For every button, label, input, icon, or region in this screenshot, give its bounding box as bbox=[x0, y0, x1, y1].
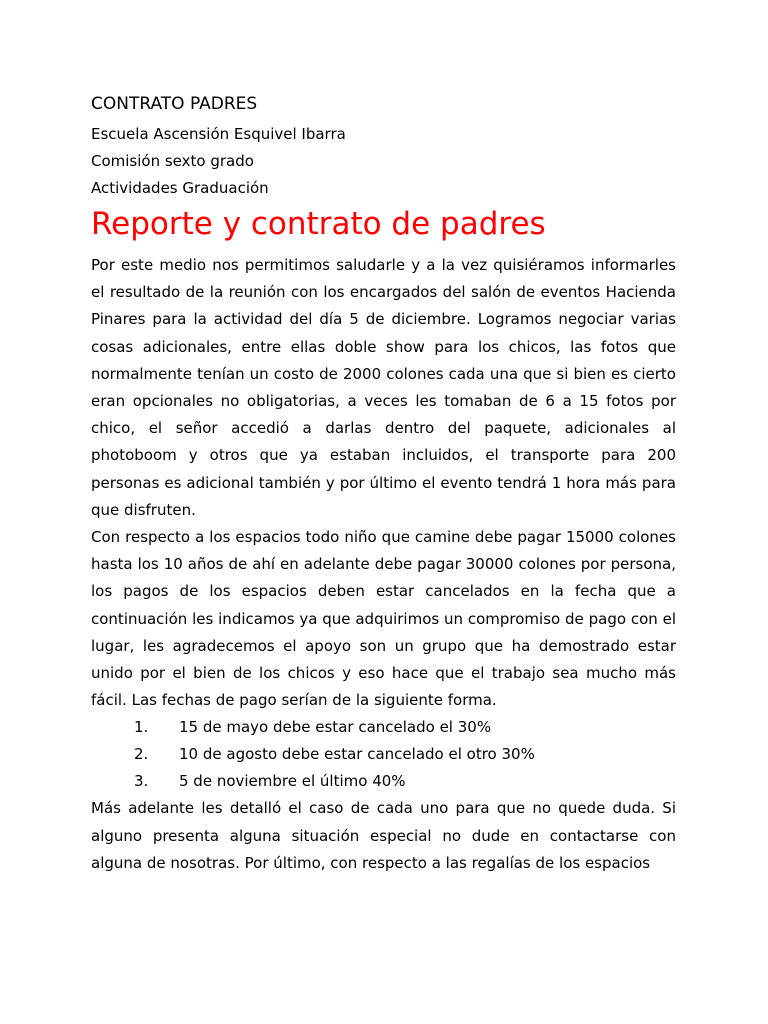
payment-item bbox=[91, 741, 676, 768]
body-paragraph-2: Con respecto a los espacios todo niño que camine debe pagar 15000 colones hasta los 10 años de ahí en adelante debe pagar 30000 colones por persona, los pagos de los espacios deben estar cancelados en la fecha que a continuación les indicamos ya que adquirimos un compromiso de pago con el lugar, les agradecemos el apoyo son un grupo que ha demostrado estar unido por el bien de los chicos y eso hace que el trabajo sea mucho más fácil. Las fechas de pago serían de la siguiente forma. bbox=[91, 528, 676, 710]
payment-text: 5 de noviembre el último 40% bbox=[179, 772, 406, 791]
document-header: CONTRATO PADRES bbox=[91, 94, 258, 114]
body-paragraph-1: Por este medio nos permitimos saludarle y a la vez quisiéramos informarles el resultado de la reunión con los encargados del salón de eventos Hacienda Pinares para la actividad del día 5 de diciembre. Logramos negociar varias cosas adicionales, entre ellas doble show para los chicos, las fotos que normalmente tenían un costo de 2000 colones cada una que si bien es cierto eran opcionales no obligatorias, a veces les tomaban de 6 a 15 fotos por chico, el señor accedió a darlas dentro del paquete, adicionales al photoboom y otros que ya estaban incluidos, el transporte para 200 personas es adicional también y por último el evento tendrá 1 hora más para que disfruten. bbox=[91, 256, 676, 519]
committee-name: Comisión sexto grado bbox=[91, 152, 254, 170]
school-name: Escuela Ascensión Esquivel Ibarra bbox=[91, 125, 346, 143]
payment-number: 2. bbox=[134, 745, 149, 764]
payment-number: 1. bbox=[134, 718, 149, 737]
document-title: Reporte y contrato de padres bbox=[91, 206, 546, 242]
payment-item bbox=[91, 714, 676, 741]
payment-text: 15 de mayo debe estar cancelado el 30% bbox=[179, 718, 492, 737]
payment-schedule-list bbox=[91, 714, 676, 795]
body-paragraph-3: Más adelante les detalló el caso de cada uno para que no quede duda. Si alguno presenta alguna situación especial no dude en contactarse con alguna de nosotras. Por último, con respecto a las regalías de los espacios bbox=[91, 799, 676, 872]
payment-number: 3. bbox=[134, 772, 149, 791]
activity-name: Actividades Graduación bbox=[91, 179, 269, 197]
payment-text: 10 de agosto debe estar cancelado el otro 30% bbox=[179, 745, 535, 764]
payment-item bbox=[91, 768, 676, 795]
document-page bbox=[91, 93, 676, 877]
